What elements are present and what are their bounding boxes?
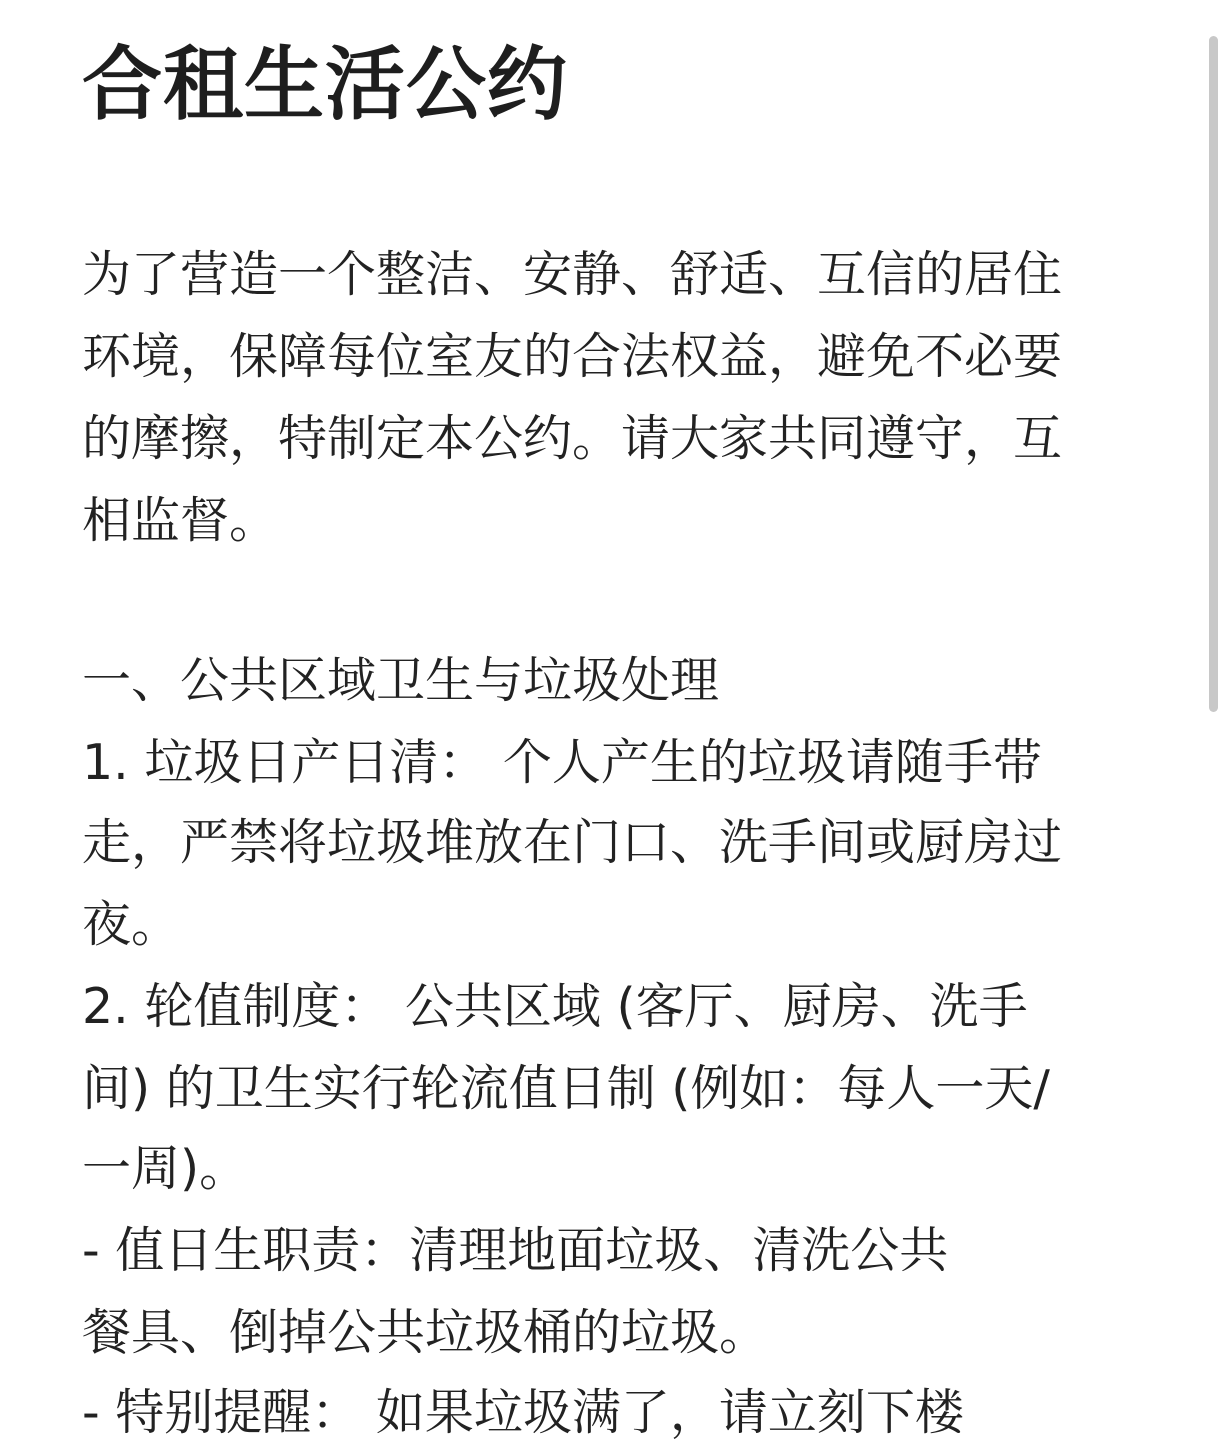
vertical-scrollbar[interactable] [1209, 36, 1218, 712]
item-1-line-3: 夜。 [82, 896, 181, 953]
item-2-line-1: 2. 轮值制度： 公共区域 (客厅、厨房、洗手 [82, 978, 1028, 1035]
sub-item-1-line-2: 餐具、倒掉公共垃圾桶的垃圾。 [82, 1304, 769, 1361]
intro-line-3: 的摩擦，特制定本公约。请大家共同遵守，互 [82, 410, 1063, 467]
item-2-line-3: 一周)。 [82, 1140, 249, 1197]
section-heading: 一、公共区域卫生与垃圾处理 [82, 652, 720, 709]
sub-item-1-line-1: - 值日生职责：清理地面垃圾、清洗公共 [82, 1222, 949, 1279]
intro-line-2: 环境，保障每位室友的合法权益，避免不必要 [82, 328, 1063, 385]
item-2-line-2: 间) 的卫生实行轮流值日制 (例如：每人一天/ [82, 1060, 1050, 1117]
item-1-line-1: 1. 垃圾日产日清： 个人产生的垃圾请随手带 [82, 734, 1042, 791]
intro-line-1: 为了营造一个整洁、安静、舒适、互信的居住 [82, 246, 1063, 303]
item-1-line-2: 走，严禁将垃圾堆放在门口、洗手间或厨房过 [82, 814, 1063, 871]
page-title: 合租生活公约 [82, 38, 568, 131]
intro-line-4: 相监督。 [82, 492, 279, 549]
sub-item-2-line-1: - 特别提醒： 如果垃圾满了，请立刻下楼 [82, 1384, 964, 1441]
